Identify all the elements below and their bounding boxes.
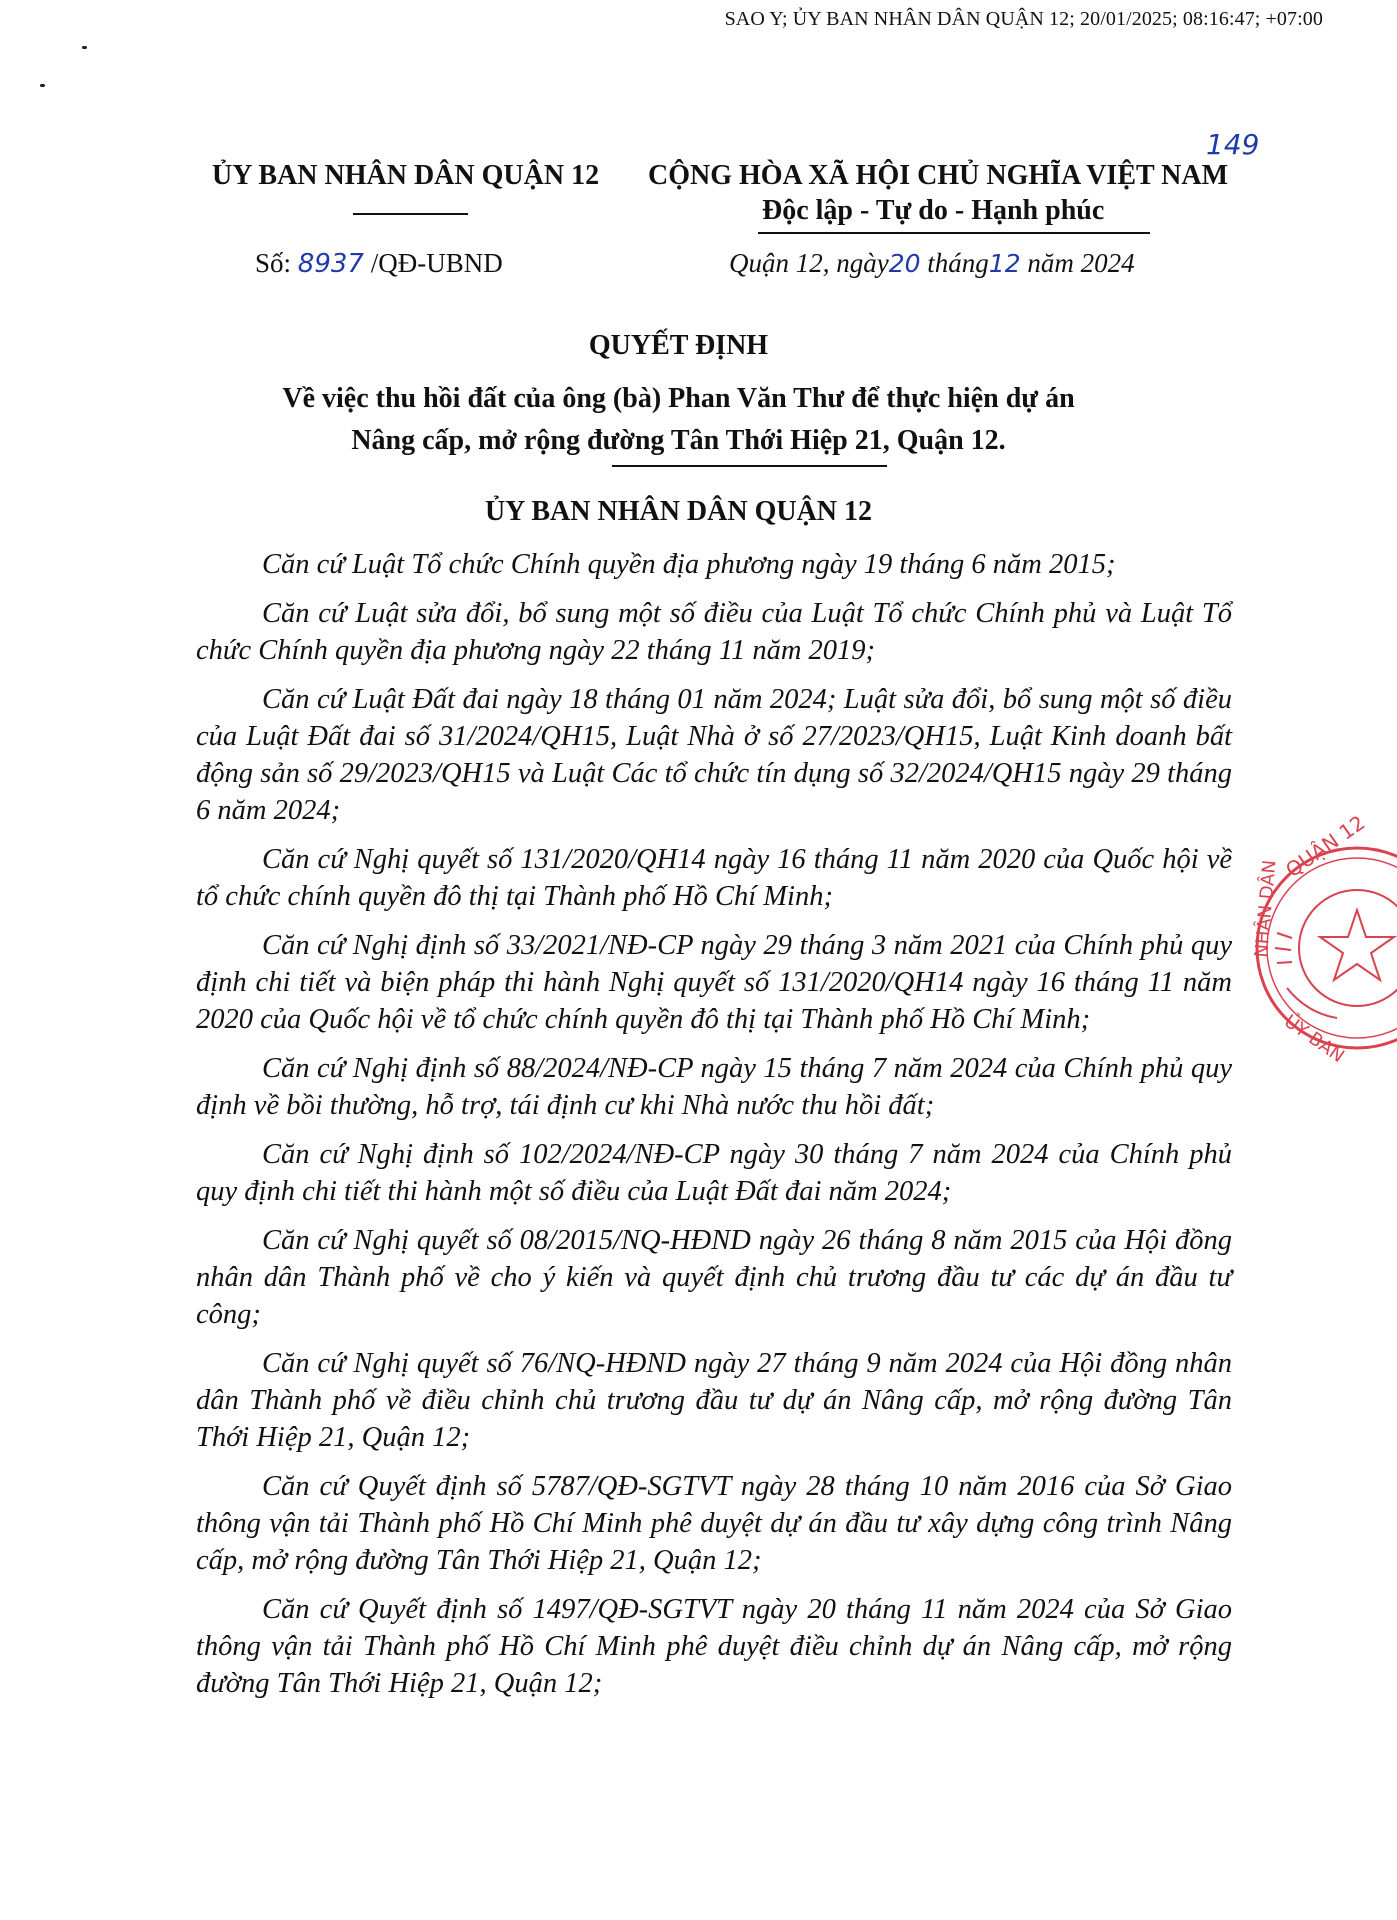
svg-text:QUẬN 12: QUẬN 12 (1281, 810, 1370, 883)
legal-basis-paragraph: Căn cứ Nghị quyết số 76/NQ-HĐND ngày 27 tháng 9 năm 2024 của Hội đồng nhân dân Thành phố về điều chỉnh chủ trương đầu tư dự án Nâng cấp, mở rộng đường Tân Thới Hiệp 21, Quận 12; (196, 1348, 1232, 1453)
red-seal (1247, 810, 1397, 1068)
document-date (729, 248, 1135, 279)
legal-basis-paragraph: Căn cứ Nghị định số 102/2024/NĐ-CP ngày 30 tháng 7 năm 2024 của Chính phủ quy định chi tiết thi hành một số điều của Luật Đất đai năm 2024; (196, 1139, 1232, 1207)
document-number (255, 248, 503, 279)
legal-basis-paragraph: Căn cứ Quyết định số 1497/QĐ-SGTVT ngày 20 tháng 11 năm 2024 của Sở Giao thông vận tải Thành phố Hồ Chí Minh phê duyệt điều chỉnh dự án Nâng cấp, mở rộng đường Tân Thới Hiệp 21, Quận 12; (196, 1594, 1232, 1699)
document-subject (0, 378, 1357, 462)
handwritten-day: 20 (888, 249, 921, 278)
handwritten-month: 12 (988, 249, 1021, 278)
nation-name: CỘNG HÒA XÃ HỘI CHỦ NGHĨA VIỆT NAM (648, 160, 1229, 191)
svg-text:NHÂN DÂN: NHÂN DÂN (1251, 859, 1281, 959)
motto-underline (758, 232, 1150, 234)
subject-line-1: Về việc thu hồi đất của ông (bà) Phan Văn Thư để thực hiện dự án (282, 383, 1075, 414)
legal-bases (196, 546, 1232, 1714)
legal-basis-paragraph: Căn cứ Luật Tổ chức Chính quyền địa phương ngày 19 tháng 6 năm 2015; (262, 549, 1116, 580)
legal-basis-paragraph: Căn cứ Luật sửa đổi, bổ sung một số điều của Luật Tổ chức Chính phủ và Luật Tổ chức Chính quyền địa phương ngày 22 tháng 11 năm 2019; (196, 598, 1232, 666)
svg-text:ỦY BAN: ỦY BAN (1280, 1010, 1348, 1068)
legal-basis-paragraph: Căn cứ Nghị định số 33/2021/NĐ-CP ngày 29 tháng 3 năm 2021 của Chính phủ quy định chi tiết và biện pháp thi hành Nghị quyết số 131/2020/QH14 ngày 16 tháng 11 năm 2020 của Quốc hội về tổ chức chính quyền đô thị tại Thành phố Hồ Chí Minh; (196, 930, 1232, 1035)
scan-speck (40, 84, 45, 87)
agency-name: ỦY BAN NHÂN DÂN QUẬN 12 (212, 160, 600, 191)
document-title: QUYẾT ĐỊNH (588, 330, 769, 361)
copy-stamp-line: SAO Y; ỦY BAN NHÂN DÂN QUẬN 12; 20/01/2025; 08:16:47; +07:00 (724, 8, 1323, 30)
issuing-authority: ỦY BAN NHÂN DÂN QUẬN 12 (484, 496, 873, 527)
subject-underline (612, 465, 887, 467)
handwritten-number: 8937 (297, 249, 364, 279)
number-prefix: Số: (255, 248, 292, 278)
legal-basis-paragraph: Căn cứ Nghị định số 88/2024/NĐ-CP ngày 15 tháng 7 năm 2024 của Chính phủ quy định về bồi thường, hỗ trợ, tái định cư khi Nhà nước thu hồi đất; (196, 1053, 1232, 1121)
date-year: năm 2024 (1027, 248, 1135, 278)
legal-basis-paragraph: Căn cứ Nghị quyết số 131/2020/QH14 ngày 16 tháng 11 năm 2020 của Quốc hội về tổ chức chính quyền đô thị tại Thành phố Hồ Chí Minh; (196, 844, 1232, 912)
legal-basis-paragraph: Căn cứ Quyết định số 5787/QĐ-SGTVT ngày 28 tháng 10 năm 2016 của Sở Giao thông vận tải Thành phố Hồ Chí Minh phê duyệt dự án đầu tư xây dựng công trình Nâng cấp, mở rộng đường Tân Thới Hiệp 21, Quận 12; (196, 1471, 1232, 1576)
legal-basis-paragraph: Căn cứ Luật Đất đai ngày 18 tháng 01 năm 2024; Luật sửa đổi, bổ sung một số điều của Luật Đất đai số 31/2024/QH15, Luật Nhà ở số 27/2023/QH15, Luật Kinh doanh bất động sản số 29/2023/QH15 và Luật Các tổ chức tín dụng số 32/2024/QH15 ngày 29 tháng 6 năm 2024; (196, 684, 1232, 826)
scan-speck (82, 46, 87, 49)
subject-line-2: Nâng cấp, mở rộng đường Tân Thới Hiệp 21, Quận 12. (351, 425, 1006, 456)
national-motto: Độc lập - Tự do - Hạnh phúc (762, 195, 1105, 226)
number-suffix: /QĐ-UBND (370, 248, 503, 278)
handwritten-page-mark: 149 (1206, 128, 1260, 161)
agency-underline (353, 213, 468, 215)
date-place: Quận 12, ngày (729, 248, 889, 278)
date-month-label: tháng (927, 248, 989, 278)
legal-basis-paragraph: Căn cứ Nghị quyết số 08/2015/NQ-HĐND ngày 26 tháng 8 năm 2015 của Hội đồng nhân dân Thành phố về cho ý kiến và quyết định chủ trương đầu tư các dự án đầu tư công; (196, 1225, 1232, 1330)
